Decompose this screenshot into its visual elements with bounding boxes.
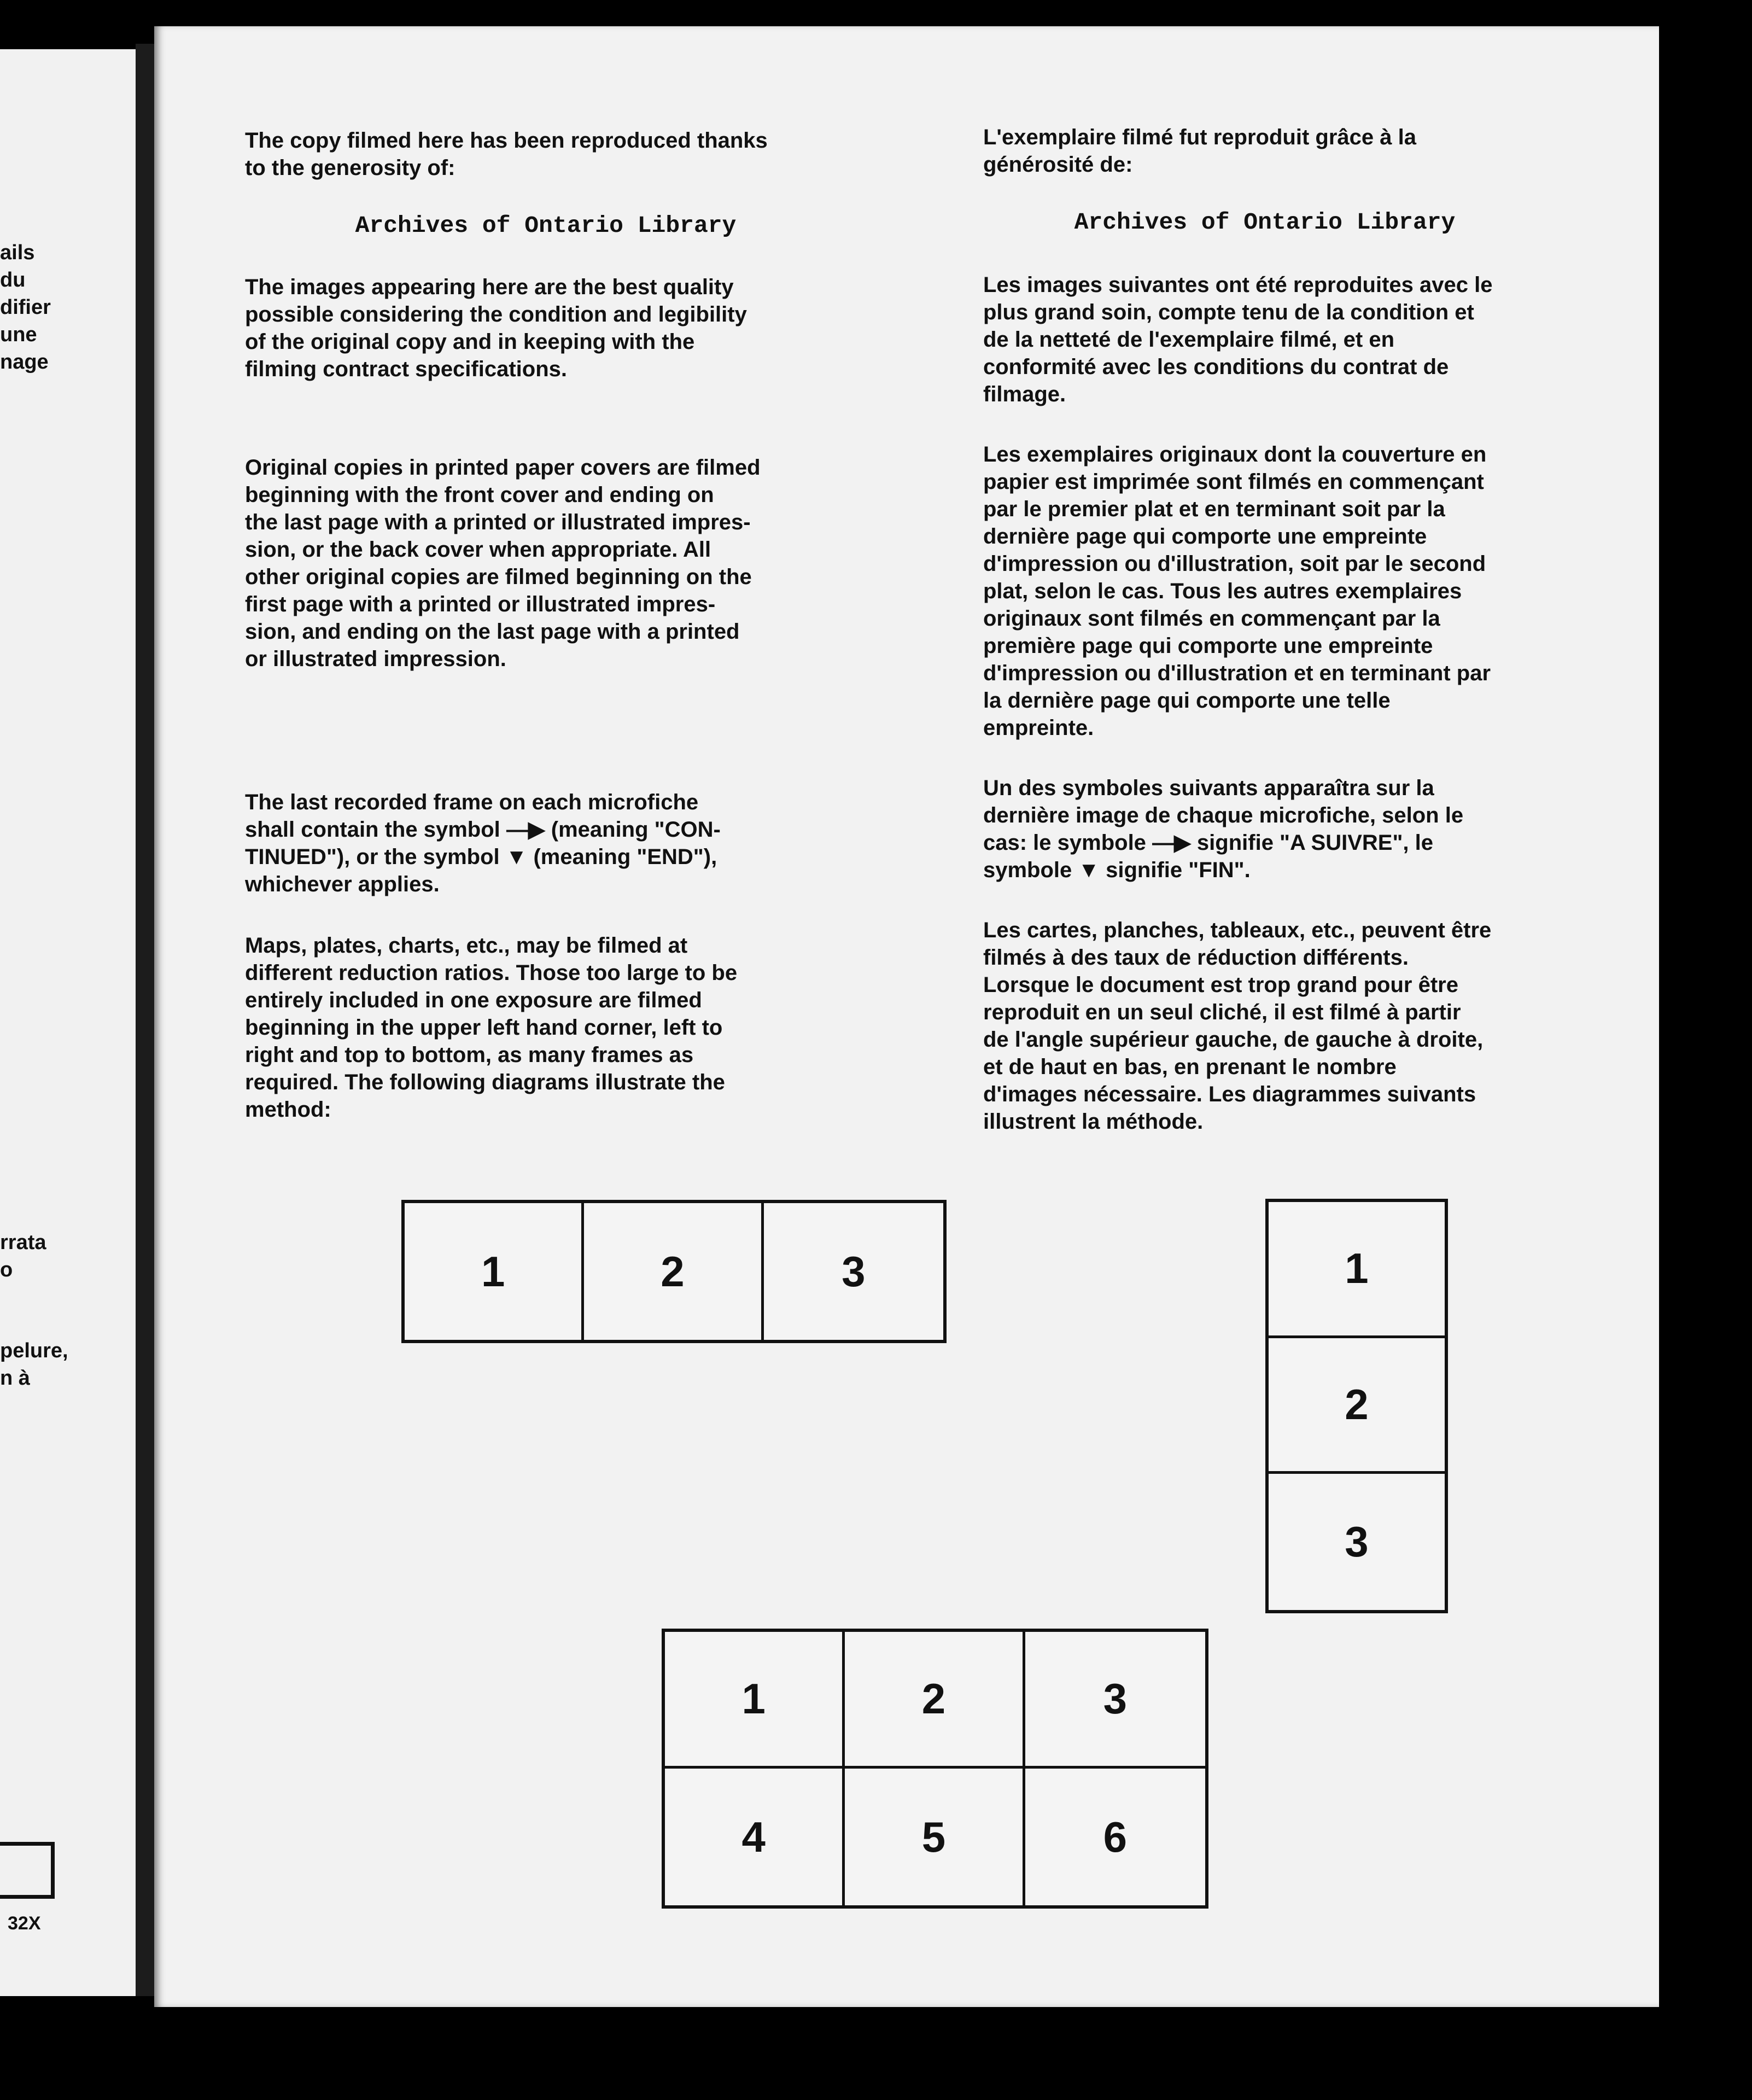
frame-cell: 2	[584, 1203, 763, 1340]
fragment-text: n à	[0, 1367, 30, 1390]
zoom-label: 32X	[8, 1913, 41, 1934]
english-quality-paragraph: The images appearing here are the best quality possible considering the condition and legibility of the original copy and in keeping with the filming contract specifications.	[245, 275, 747, 381]
frame-cell: 1	[665, 1632, 845, 1769]
french-maps-paragraph: Les cartes, planches, tableaux, etc., peuvent être filmés à des taux de réduction différents. Lorsque le document est trop grand pour être reproduit en un seul cliché, il est filmé à partir de l'angle supérieur gauche, de gauche à droite, et de haut en bas, en prenant le nombre d'images nécessaire. Les diagrammes suivants illustrent la méthode.	[983, 918, 1492, 1134]
frame-cell: 6	[1103, 1812, 1128, 1861]
french-originals-paragraph: Les exemplaires originaux dont la couverture en papier est imprimée sont filmés en commençant par le premier plat et en terminant soit par la dernière page qui comporte une empreinte d'impression ou d'illustration, soit par le second plat, selon le cas. Tous les autres exemplaires originaux sont filmés en commençant par la première page qui comporte une empreinte d'impression ou d'illustration et en terminant par la dernière page qui comporte une telle empreinte.	[983, 442, 1491, 740]
english-library-name: Archives of Ontario Library	[355, 212, 737, 239]
english-column	[245, 127, 868, 1123]
fragment-text: ails	[0, 241, 35, 264]
binding-shadow	[136, 44, 155, 1996]
matrix-frame-diagram	[662, 1629, 1208, 1909]
frame-cell: 1	[405, 1203, 584, 1340]
french-column	[983, 124, 1607, 1135]
fragment-text: une	[0, 323, 37, 346]
horizontal-frame-diagram	[401, 1200, 947, 1343]
frame-cell: 5	[845, 1769, 1025, 1905]
french-symbols-paragraph: Un des symboles suivants apparaîtra sur la dernière image de chaque microfiche, selon le cas: le symbole —▶ signifie "A SUIVRE", le symbole ▼ signifie "FIN".	[983, 776, 1464, 882]
vertical-frame-diagram	[1265, 1199, 1448, 1613]
fragment-text: o	[0, 1258, 13, 1281]
film-margin	[1659, 0, 1752, 2100]
english-maps-paragraph: Maps, plates, charts, etc., may be filmed at different reduction ratios. Those too large to be entirely included in one exposure are filmed beginning in the upper left hand corner, left to right and top to bottom, as many frames as required. The following diagrams illustrate the method:	[245, 934, 738, 1122]
frame-cell: 3	[1025, 1632, 1205, 1769]
french-library-name: Archives of Ontario Library	[1074, 209, 1456, 236]
frame-cell: 1	[1269, 1202, 1445, 1338]
frame-cell: 3	[1345, 1518, 1369, 1566]
fragment-text: pelure,	[0, 1339, 68, 1362]
fragment-text: du	[0, 269, 26, 291]
test-target-square	[0, 1842, 55, 1899]
frame-cell: 2	[845, 1632, 1025, 1769]
frame-cell: 3	[842, 1247, 866, 1296]
frame-cell: 2	[1269, 1338, 1445, 1474]
fragment-text: nage	[0, 351, 49, 374]
fragment-text: rrata	[0, 1231, 46, 1254]
english-originals-paragraph: Original copies in printed paper covers are filmed beginning with the front cover and ending on the last page with a printed or illustrated impres- sion, or the back cover when appropriate. All other original copies are filmed beginning on the first page with a printed or illustrated impres- sion, and ending on the last page with a printed or illustrated impression.	[245, 456, 761, 671]
english-intro: The copy filmed here has been reproduced thanks to the generosity of:	[245, 129, 768, 180]
fragment-text: difier	[0, 296, 51, 319]
english-symbols-paragraph: The last recorded frame on each microfiche shall contain the symbol —▶ (meaning "CON- TINUED"), or the symbol ▼ (meaning "END"), whichever applies.	[245, 790, 721, 896]
frame-cell: 4	[665, 1769, 845, 1905]
french-intro: L'exemplaire filmé fut reproduit grâce à la générosité de:	[983, 125, 1416, 177]
french-quality-paragraph: Les images suivantes ont été reproduites avec le plus grand soin, compte tenu de la condition et de la netteté de l'exemplaire filmé, et en conformité avec les conditions du contrat de filmage.	[983, 273, 1493, 406]
